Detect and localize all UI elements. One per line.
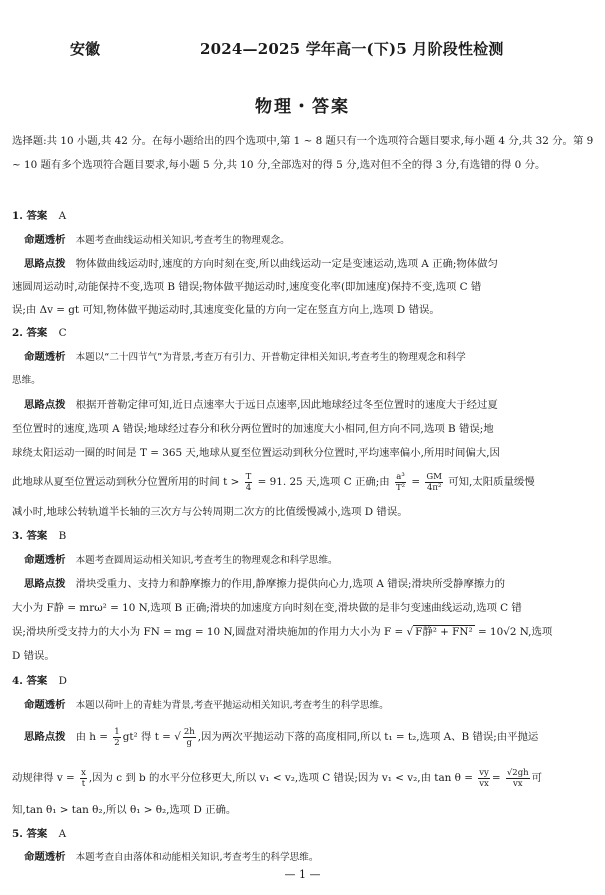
q2-answer: C <box>58 327 67 339</box>
approach-label: 思路点拨 <box>24 578 66 590</box>
fraction-GM-over-4pi2: $\frac{GM}{\text{4π²}}$ <box>426 471 442 493</box>
q2-analysis-cont: 思维。 <box>12 375 41 386</box>
q1-text-line: 速圆周运动时,动能保持不变,选项 B 错误;物体做平抛运动时,速度变化率(即加速度)保持不变,选项 C 错 <box>12 281 482 293</box>
q3-approach-line: 思路点拨 滑块受重力、支持力和静摩擦力的作用,静摩擦力提供向心力,选项 A 错误;滑块所受静摩擦力的 <box>24 578 506 590</box>
q2-head: 2. 答案 <box>12 327 48 339</box>
q3-analysis: 命题透析 本题考查圆周运动相关知识,考查考生的物理观念和科学思维。 <box>24 554 338 566</box>
fraction-T-over-4: $\frac{T}{4}$ <box>245 471 252 493</box>
q5-answer: A <box>58 828 67 840</box>
q1-text-line: 误;由 Δv = gt 可知,物体做平抛运动时,其速度变化量的方向一定在竖直方向上,选项 D 错误。 <box>12 304 440 316</box>
q1-answer: A <box>58 210 67 222</box>
q1-head: 1. 答案 <box>12 210 48 222</box>
header-region: 安徽 <box>70 40 101 58</box>
q2-approach-line: 思路点拨 根据开普勒定律可知,近日点速率大于远日点速率,因此地球经过冬至位置时的速度大于经过夏 <box>24 399 498 411</box>
q4-formula-line: 动规律得 v = $\frac{x}{t}$ ,因为 c 到 b 的水平分位移更大,所以 v₁ < v₂,选项 C 错误;因为 v₁ < v₂,由 tan θ = $\frac{vy}{vx}$ = $\frac{√2gh}{vx}$ 可 <box>12 767 543 789</box>
q5-analysis: 命题透析 本题考查自由落体和动能相关知识,考查考生的科学思维。 <box>24 851 319 863</box>
q1-analysis: 命题透析 本题考查曲线运动相关知识,考查考生的物理观念。 <box>24 234 290 246</box>
q5-head: 5. 答案 <box>12 828 48 840</box>
document-title: 物理・答案 <box>255 97 350 117</box>
analysis-label: 命题透析 <box>24 851 66 863</box>
sqrt-expression: F静² + FN² <box>415 626 473 638</box>
instructions-paragraph: 选择题:共 10 小题,共 42 分。在每小题给出的四个选项中,第 1 ~ 8 题只有一个选项符合题目要求,每小题 4 分,共 32 分。第 9 ~ 10 题有多个选项符合题目要求,每小题 5 分,共 10 分,全部选对的得 5 分,选对但不全的得 3 分,有选错的得 0 分。 <box>12 135 594 171</box>
approach-label: 思路点拨 <box>24 731 66 743</box>
approach-label: 思路点拨 <box>24 258 66 270</box>
q1-answer-line <box>12 208 597 224</box>
q5-answer-line <box>12 826 597 842</box>
q4-head: 4. 答案 <box>12 675 48 687</box>
q2-formula-line: 此地球从夏至位置运动到秋分位置所用的时间 t > $\frac{T}{4}$ = 91. 25 天,选项 C 正确;由 $\frac{\text{a³}}{\text{T²}}$ = $\frac{GM}{\text{4π²}}$ 可知,太阳质量缓慢 <box>12 471 535 493</box>
q3-text-line: 大小为 F静 = mrω² = 10 N,选项 B 正确;滑块的加速度方向时刻在变,滑块做的是非匀变速曲线运动,选项 C 错 <box>12 602 522 614</box>
q4-approach-line: 思路点拨 由 h = $\frac{1}{2}$ gt² 得 t = √ $\frac{2h}{g}$ ,因为两次平抛运动下落的高度相同,所以 t₁ = t₂,选项 A、B 错误;由平抛运 <box>24 726 539 748</box>
page-number: — 1 — <box>284 868 321 881</box>
q3-answer: B <box>58 530 67 542</box>
analysis-label: 命题透析 <box>24 554 66 566</box>
q2-analysis: 命题透析 本题以“二十四节气”为背景,考查万有引力、开普勒定律相关知识,考查考生的物理观念和科学 <box>24 351 466 363</box>
q2-answer-line <box>12 325 597 341</box>
q4-text-line: 知,tan θ₁ > tan θ₂,所以 θ₁ > θ₂,选项 D 正确。 <box>12 804 237 816</box>
q1-approach-line: 思路点拨 物体做曲线运动时,速度的方向时刻在变,所以曲线运动一定是变速运动,选项 A 正确;物体做匀 <box>24 258 498 270</box>
q4-answer-line <box>12 673 597 689</box>
analysis-label: 命题透析 <box>24 351 66 363</box>
q3-formula-line: 误;滑块所受支持力的大小为 FN = mg = 10 N,圆盘对滑块施加的作用力大小为 F = √ F静² + FN² = 10√2 N,选项 <box>12 626 553 638</box>
fraction-a3-over-T2: $\frac{\text{a³}}{\text{T²}}$ <box>396 471 406 493</box>
q4-answer: D <box>58 675 67 687</box>
q3-answer-line <box>12 528 597 544</box>
analysis-label: 命题透析 <box>24 699 66 711</box>
header-exam-title: 2024—2025 学年高一(下)5 月阶段性检测 <box>200 40 504 58</box>
q3-text-line: D 错误。 <box>12 650 55 662</box>
q2-text-line: 至位置时的速度,选项 A 错误;地球经过春分和秋分两位置时的加速度大小相同,但方向不同,选项 B 错误;地 <box>12 423 494 435</box>
q4-analysis: 命题透析 本题以荷叶上的青蛙为背景,考查平抛运动相关知识,考查考生的科学思维。 <box>24 699 389 711</box>
approach-label: 思路点拨 <box>24 399 66 411</box>
sqrt-symbol: √ <box>406 626 414 638</box>
analysis-label: 命题透析 <box>24 234 66 246</box>
q2-text-line: 球绕太阳运动一圈的时间是 T = 365 天,地球从夏至位置运动到秋分位置时,平均速率偏小,所用时间偏大,因 <box>12 447 500 459</box>
q3-head: 3. 答案 <box>12 530 48 542</box>
q2-text-line: 减小时,地球公转轨道半长轴的三次方与公转周期二次方的比值缓慢减小,选项 D 错误。 <box>12 506 408 518</box>
